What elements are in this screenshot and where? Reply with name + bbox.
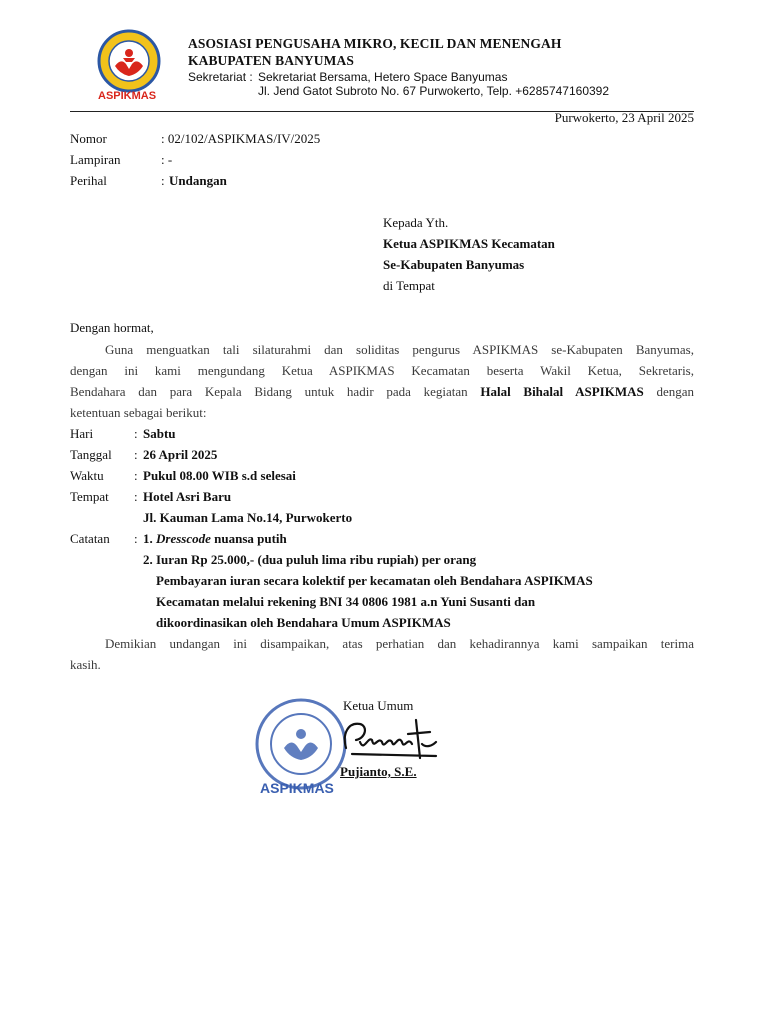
note2-line2: Pembayaran iuran secara kolektif per kecamatan oleh Bendahara ASPIKMAS bbox=[156, 573, 593, 588]
note1-italic: Dresscode bbox=[156, 531, 211, 546]
paragraph-text: Bendahara dan para Kepala Bidang untuk hadir pada kegiatan bbox=[70, 384, 468, 399]
nomor-label: Nomor bbox=[70, 131, 107, 146]
org-name-line2: KABUPATEN BANYUMAS bbox=[188, 53, 354, 68]
colon: : bbox=[134, 468, 138, 483]
paragraph-text: dengan bbox=[656, 384, 695, 399]
greeting: Dengan hormat, bbox=[70, 320, 154, 335]
colon: : bbox=[134, 489, 138, 504]
lampiran-value: : - bbox=[161, 152, 173, 167]
recipient-line3: Se-Kabupaten Banyumas bbox=[383, 257, 525, 272]
org-name-line1: ASOSIASI PENGUSAHA MIKRO, KECIL DAN MENENGAH bbox=[188, 36, 562, 51]
closing-line: kasih. bbox=[70, 657, 101, 672]
perihal-value: Undangan bbox=[169, 173, 227, 188]
perihal-colon: : bbox=[161, 173, 165, 188]
recipient-line2: Ketua ASPIKMAS Kecamatan bbox=[383, 236, 555, 251]
waktu-value: Pukul 08.00 WIB s.d selesai bbox=[143, 468, 296, 483]
waktu-label: Waktu bbox=[70, 468, 104, 483]
perihal-label: Perihal bbox=[70, 173, 107, 188]
paragraph-line bbox=[70, 384, 694, 400]
handwritten-signature bbox=[338, 714, 442, 762]
paragraph-line: Guna menguatkan tali silaturahmi dan soliditas pengurus ASPIKMAS se-Kabupaten Banyumas, bbox=[105, 342, 694, 357]
note2-line3: Kecamatan melalui rekening BNI 34 0806 1981 a.n Yuni Susanti dan bbox=[156, 594, 536, 609]
stamp-text: ASPIKMAS bbox=[260, 780, 334, 796]
secretariat-value: Sekretariat Bersama, Hetero Space Banyumas bbox=[258, 70, 508, 84]
nomor-value: : 02/102/ASPIKMAS/IV/2025 bbox=[161, 131, 321, 146]
tanggal-label: Tanggal bbox=[70, 447, 112, 462]
recipient-line4: di Tempat bbox=[383, 278, 435, 293]
note1 bbox=[143, 531, 287, 547]
hari-label: Hari bbox=[70, 426, 94, 441]
colon: : bbox=[134, 531, 138, 546]
event-name: Halal Bihalal ASPIKMAS bbox=[480, 384, 644, 399]
colon: : bbox=[134, 447, 138, 462]
signature-title: Ketua Umum bbox=[343, 698, 414, 713]
closing-line: Demikian undangan ini disampaikan, atas perhatian dan kehadirannya kami sampaikan terima bbox=[105, 636, 694, 651]
catatan-label: Catatan bbox=[70, 531, 110, 546]
date-place: Purwokerto, 23 April 2025 bbox=[554, 110, 694, 125]
signatory-name: Pujianto, S.E. bbox=[340, 764, 417, 779]
note1-num: 1. bbox=[143, 531, 153, 546]
colon: : bbox=[134, 426, 138, 441]
address: Jl. Jend Gatot Subroto No. 67 Purwokerto, Telp. +6285747160392 bbox=[258, 84, 610, 98]
tempat-value2: Jl. Kauman Lama No.14, Purwokerto bbox=[143, 510, 353, 525]
tempat-label: Tempat bbox=[70, 489, 109, 504]
tanggal-value: 26 April 2025 bbox=[143, 447, 218, 462]
paragraph-line: dengan ini kami mengundang Ketua ASPIKMAS Kecamatan beserta Wakil Ketua, Sekretaris, bbox=[70, 363, 694, 378]
secretariat-label: Sekretariat : bbox=[188, 70, 253, 84]
paragraph-line: ketentuan sebagai berikut: bbox=[70, 405, 207, 420]
note2: 2. Iuran Rp 25.000,- (dua puluh lima ribu rupiah) per orang bbox=[143, 552, 477, 567]
tempat-value1: Hotel Asri Baru bbox=[143, 489, 232, 504]
lampiran-label: Lampiran bbox=[70, 152, 121, 167]
note2-line4: dikoordinasikan oleh Bendahara Umum ASPIKMAS bbox=[156, 615, 451, 630]
recipient-line1: Kepada Yth. bbox=[383, 215, 449, 230]
logo-text: ASPIKMAS bbox=[98, 90, 157, 102]
note1-rest: nuansa putih bbox=[214, 531, 287, 546]
hari-value: Sabtu bbox=[143, 426, 176, 441]
